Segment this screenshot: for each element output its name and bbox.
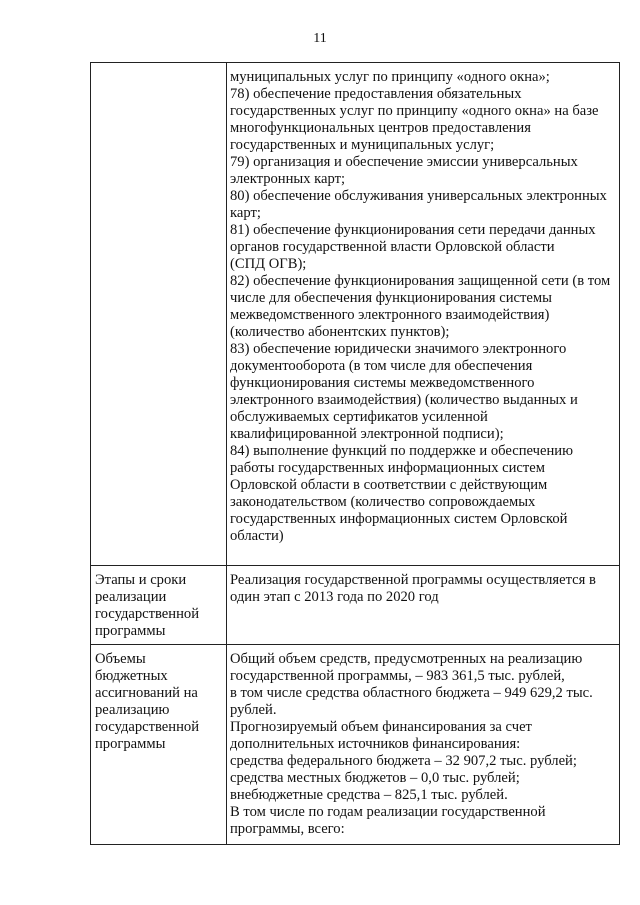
text-line: (количество абонентских пунктов);: [230, 324, 450, 340]
text-line: внебюджетные средства – 825,1 тыс. рублей.: [230, 787, 508, 803]
label-line: реализацию: [95, 702, 170, 718]
text-line: программы, всего:: [230, 821, 345, 837]
table-row-indicators: [91, 63, 620, 566]
text-line: средства местных бюджетов – 0,0 тыс. рублей;: [230, 770, 520, 786]
text-line: законодательством (количество сопровождаемых: [230, 494, 536, 510]
text-line: один этап с 2013 года по 2020 год: [230, 589, 439, 605]
text-line: Прогнозируемый объем финансирования за счет: [230, 719, 532, 735]
text-line: рублей.: [230, 702, 277, 718]
text-line: средства федерального бюджета – 32 907,2 тыс. рублей;: [230, 753, 577, 769]
text-line: государственной программы, – 983 361,5 тыс. рублей,: [230, 668, 565, 684]
text-line: 83) обеспечение юридически значимого электронного: [230, 341, 567, 357]
text-line: межведомственного электронного взаимодействия): [230, 307, 550, 323]
text-line: электронных карт;: [230, 171, 346, 187]
text-line: обслуживаемых сертификатов усиленной: [230, 409, 488, 425]
text-line: государственных услуг по принципу «одного окна» на базе: [230, 103, 599, 119]
label-line: ассигнований на: [95, 685, 198, 701]
label-line: государственной: [95, 719, 200, 735]
row-label-funding: [91, 645, 227, 845]
label-line: реализации: [95, 589, 167, 605]
text-line: многофункциональных центров предоставления: [230, 120, 531, 136]
text-line: В том числе по годам реализации государственной: [230, 804, 546, 820]
text-line: квалифицированной электронной подписи);: [230, 426, 504, 442]
text-line: (СПД ОГВ);: [230, 256, 307, 272]
text-line: Общий объем средств, предусмотренных на реализацию: [230, 651, 583, 667]
text-line: 81) обеспечение функционирования сети передачи данных: [230, 222, 596, 238]
text-line: муниципальных услуг по принципу «одного окна»;: [230, 69, 550, 85]
text-line: работы государственных информационных систем: [230, 460, 545, 476]
text-line: электронного взаимодействия) (количество выданных и: [230, 392, 578, 408]
row-label-empty: [91, 63, 227, 566]
text-line: в том числе средства областного бюджета – 949 629,2 тыс.: [230, 685, 593, 701]
text-line: 78) обеспечение предоставления обязательных: [230, 86, 522, 102]
text-line: государственных и муниципальных услуг;: [230, 137, 495, 153]
label-line: программы: [95, 623, 166, 639]
text-line: 84) выполнение функций по поддержке и обеспечению: [230, 443, 573, 459]
table-row-stages: [91, 566, 620, 645]
text-line: органов государственной власти Орловской области: [230, 239, 555, 255]
text-line: Орловской области в соответствии с действующим: [230, 477, 548, 493]
row-value-stages: [227, 566, 620, 645]
text-line: 80) обеспечение обслуживания универсальных электронных: [230, 188, 607, 204]
text-line: 79) организация и обеспечение эмиссии универсальных: [230, 154, 578, 170]
text-line: карт;: [230, 205, 261, 221]
row-label-stages: [91, 566, 227, 645]
row-value-funding: [227, 645, 620, 845]
text-line: числе для обеспечения функционирования системы: [230, 290, 552, 306]
table-row-funding: [91, 645, 620, 845]
label-line: программы: [95, 736, 166, 752]
page-number: 11: [313, 31, 327, 46]
text-line: области): [230, 528, 284, 544]
label-line: Этапы и сроки: [95, 572, 187, 588]
program-passport-table: [90, 62, 620, 845]
text-line: Реализация государственной программы осуществляется в: [230, 572, 596, 588]
text-line: государственных информационных систем Орловской: [230, 511, 568, 527]
text-line: дополнительных источников финансирования:: [230, 736, 521, 752]
text-line: документооборота (в том числе для обеспечения: [230, 358, 533, 374]
label-line: Объемы: [95, 651, 146, 667]
label-line: бюджетных: [95, 668, 168, 684]
row-value-indicators: [227, 63, 620, 566]
text-line: 82) обеспечение функционирования защищенной сети (в том: [230, 273, 611, 289]
text-line: функционирования системы межведомственного: [230, 375, 535, 391]
label-line: государственной: [95, 606, 200, 622]
